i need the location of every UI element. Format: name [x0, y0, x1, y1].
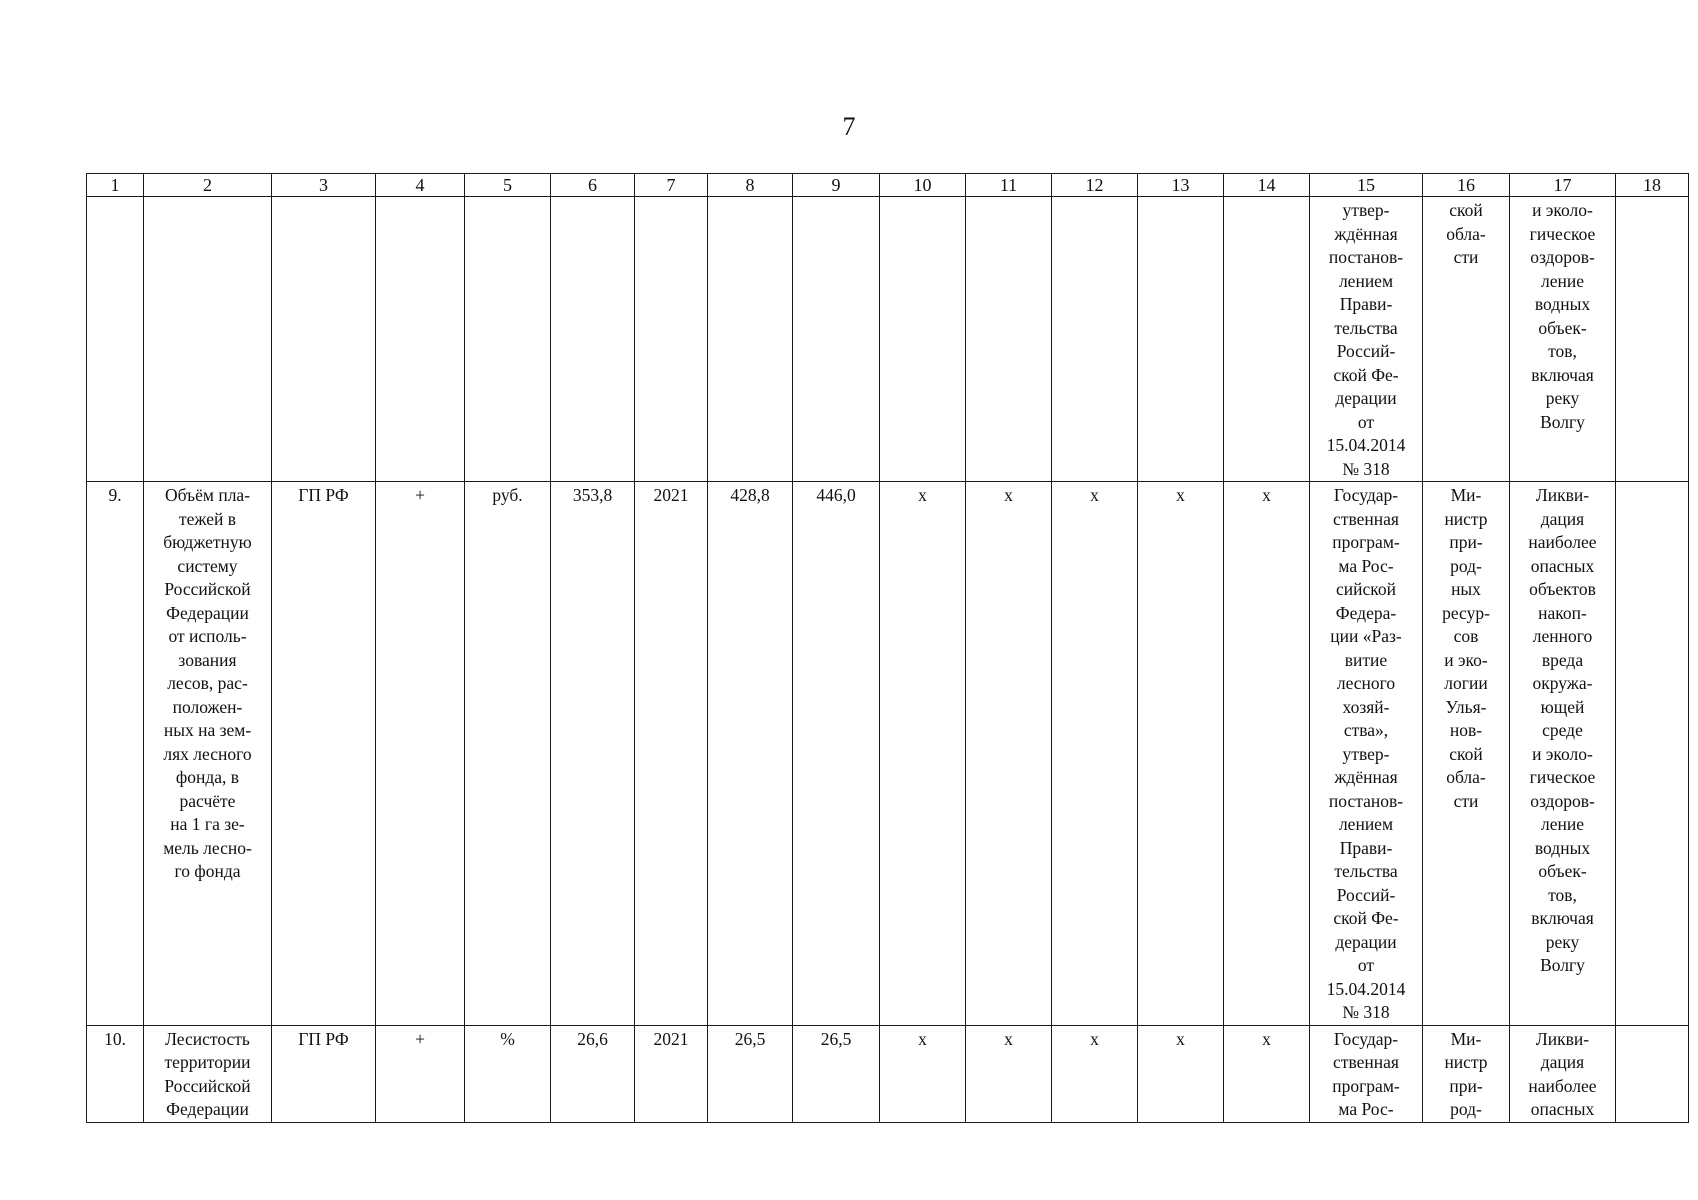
- cell-line: от: [1357, 955, 1375, 975]
- cell-line: тельства: [1334, 317, 1398, 338]
- cell-col-18: [1616, 482, 1689, 1026]
- cell-line: Федерации: [166, 1099, 249, 1119]
- column-number-16: 16: [1423, 174, 1510, 197]
- column-number-18: 18: [1616, 174, 1689, 197]
- column-number-14: 14: [1224, 174, 1310, 197]
- cell-line: окружа-: [1532, 673, 1593, 693]
- column-number-13: 13: [1138, 174, 1224, 197]
- cell-line: и эколо-: [1532, 200, 1593, 220]
- cell-line: ных на зем-: [163, 720, 252, 740]
- cell-line: програм-: [1332, 532, 1400, 552]
- cell-col-4: [376, 197, 465, 482]
- cell-line: Россий-: [1336, 884, 1396, 905]
- cell-line: среде: [1542, 720, 1583, 740]
- cell-line: водных: [1534, 837, 1591, 858]
- cell-line: тов,: [1548, 341, 1577, 361]
- cell-line: нов-: [1449, 720, 1483, 740]
- cell-line: обла-: [1446, 223, 1486, 244]
- cell-col-15: [1310, 1025, 1423, 1122]
- cell-line: дерации: [1335, 931, 1397, 952]
- cell-col-2: [144, 482, 272, 1026]
- cell-col-7: 2021: [635, 1025, 708, 1122]
- table-row: [87, 1025, 1689, 1122]
- cell-col-17: [1510, 197, 1616, 482]
- cell-line: объектов: [1529, 579, 1596, 599]
- cell-col-16: [1423, 1025, 1510, 1122]
- cell-line: ление: [1541, 270, 1584, 291]
- cell-col-4: +: [376, 482, 465, 1026]
- cell-col-14: [1224, 197, 1310, 482]
- cell-line: ма Рос-: [1338, 555, 1394, 576]
- cell-col-15: [1310, 482, 1423, 1026]
- cell-line: го фонда: [174, 861, 241, 881]
- cell-line: лением: [1338, 814, 1394, 834]
- cell-line: Волгу: [1540, 411, 1585, 432]
- cell-col-6: 353,8: [551, 482, 635, 1026]
- cell-col-11: х: [966, 1025, 1052, 1122]
- cell-line: сов: [1453, 626, 1479, 646]
- column-number-5: 5: [465, 174, 551, 197]
- cell-line: ской Фе-: [1333, 364, 1399, 385]
- cell-line: сти: [1453, 790, 1479, 811]
- cell-line: сти: [1453, 247, 1479, 267]
- cell-col-12: х: [1052, 1025, 1138, 1122]
- cell-line: тельства: [1334, 861, 1398, 881]
- cell-line: ленного: [1532, 626, 1593, 646]
- cell-col-14: х: [1224, 482, 1310, 1026]
- cell-col-13: [1138, 197, 1224, 482]
- cell-col-10: [880, 197, 966, 482]
- cell-line: водных: [1534, 294, 1591, 314]
- cell-line: включая: [1531, 364, 1594, 385]
- cell-line: Волгу: [1540, 955, 1585, 975]
- page-number: 7: [842, 112, 856, 141]
- cell-line: ждённая: [1334, 223, 1398, 244]
- cell-col-9: 446,0: [793, 482, 880, 1026]
- cell-line: оздоров-: [1530, 247, 1595, 267]
- cell-line: ждённая: [1334, 767, 1398, 787]
- cell-line: оздоров-: [1530, 790, 1595, 811]
- cell-col-2: [144, 197, 272, 482]
- cell-line: при-: [1449, 532, 1483, 552]
- cell-line: род-: [1450, 555, 1482, 576]
- column-number-4: 4: [376, 174, 465, 197]
- cell-line: тежей в: [178, 508, 237, 529]
- cell-col-8: 428,8: [708, 482, 793, 1026]
- cell-line: Объём пла-: [164, 485, 251, 505]
- cell-col-5: %: [465, 1025, 551, 1122]
- cell-col-3: ГП РФ: [272, 1025, 376, 1122]
- cell-col-2: [144, 1025, 272, 1122]
- cell-line: при-: [1449, 1075, 1483, 1096]
- cell-line: ственная: [1333, 508, 1399, 529]
- cell-line: лях лесного: [163, 743, 252, 764]
- cell-line: зования: [178, 649, 237, 670]
- cell-line: постанов-: [1328, 247, 1404, 267]
- cell-line: ственная: [1333, 1052, 1399, 1072]
- column-number-3: 3: [272, 174, 376, 197]
- cell-line: систему: [177, 555, 238, 576]
- cell-line: Федера-: [1335, 602, 1397, 623]
- cell-line: ма Рос-: [1338, 1099, 1394, 1119]
- cell-line: утвер-: [1342, 200, 1390, 220]
- cell-line: вреда: [1541, 649, 1584, 670]
- cell-line: положен-: [172, 696, 243, 717]
- cell-line: ской Фе-: [1333, 908, 1399, 928]
- cell-line: лением: [1338, 270, 1394, 291]
- column-number-7: 7: [635, 174, 708, 197]
- cell-line: ской: [1449, 743, 1483, 764]
- column-number-10: 10: [880, 174, 966, 197]
- cell-line: реку: [1545, 931, 1580, 952]
- cell-line: нистр: [1444, 508, 1488, 529]
- cell-col-15: [1310, 197, 1423, 482]
- cell-line: нистр: [1444, 1052, 1488, 1072]
- cell-col-10: х: [880, 482, 966, 1026]
- cell-line: Ми-: [1450, 1028, 1482, 1049]
- cell-line: 15.04.2014: [1326, 435, 1406, 455]
- cell-line: ции «Раз-: [1330, 626, 1402, 646]
- cell-line: бюджетную: [163, 532, 252, 552]
- cell-line: Лесистость: [165, 1028, 250, 1049]
- cell-line: опасных: [1530, 1099, 1595, 1119]
- cell-line: Ликви-: [1535, 1028, 1590, 1049]
- cell-line: гическое: [1529, 223, 1596, 244]
- cell-line: от исполь-: [168, 626, 247, 646]
- cell-line: логии: [1444, 673, 1488, 693]
- cell-col-1: 10.: [87, 1025, 144, 1122]
- cell-line: Государ-: [1333, 485, 1399, 505]
- column-number-9: 9: [793, 174, 880, 197]
- cell-col-8: [708, 197, 793, 482]
- cell-line: ской: [1449, 200, 1483, 220]
- cell-col-9: 26,5: [793, 1025, 880, 1122]
- cell-line: програм-: [1332, 1075, 1400, 1096]
- cell-line: хозяй-: [1342, 696, 1390, 717]
- cell-line: объек-: [1538, 861, 1587, 881]
- cell-line: от: [1357, 411, 1375, 432]
- cell-line: Федерации: [166, 602, 249, 623]
- cell-line: мель лесно-: [163, 837, 252, 858]
- table-row: [87, 482, 1689, 1026]
- cell-line: Ми-: [1450, 485, 1482, 505]
- cell-line: Российской: [164, 579, 251, 599]
- column-number-1: 1: [87, 174, 144, 197]
- cell-col-1: 9.: [87, 482, 144, 1026]
- cell-col-17: [1510, 1025, 1616, 1122]
- cell-col-1: [87, 197, 144, 482]
- cell-line: Россий-: [1336, 341, 1396, 361]
- cell-col-18: [1616, 197, 1689, 482]
- cell-col-7: [635, 197, 708, 482]
- column-number-12: 12: [1052, 174, 1138, 197]
- cell-col-12: [1052, 197, 1138, 482]
- cell-col-8: 26,5: [708, 1025, 793, 1122]
- cell-line: Ликви-: [1535, 485, 1590, 505]
- cell-line: Российской: [164, 1075, 251, 1096]
- cell-line: расчёте: [179, 790, 236, 811]
- cell-line: постанов-: [1328, 790, 1404, 811]
- cell-col-6: 26,6: [551, 1025, 635, 1122]
- cell-line: лесного: [1336, 673, 1396, 693]
- cell-col-17: [1510, 482, 1616, 1026]
- cell-line: Государ-: [1333, 1028, 1399, 1049]
- cell-line: ресур-: [1442, 602, 1490, 623]
- column-number-8: 8: [708, 174, 793, 197]
- cell-line: род-: [1450, 1099, 1482, 1119]
- cell-col-7: 2021: [635, 482, 708, 1026]
- column-number-row: [87, 174, 1689, 197]
- cell-col-14: х: [1224, 1025, 1310, 1122]
- column-number-2: 2: [144, 174, 272, 197]
- cell-line: ление: [1541, 814, 1584, 834]
- cell-col-11: х: [966, 482, 1052, 1026]
- cell-col-18: [1616, 1025, 1689, 1122]
- cell-col-13: х: [1138, 482, 1224, 1026]
- cell-line: дерации: [1335, 388, 1397, 408]
- cell-col-3: ГП РФ: [272, 482, 376, 1026]
- cell-line: ства»,: [1343, 720, 1389, 740]
- cell-line: 15.04.2014: [1326, 978, 1406, 999]
- cell-line: и эколо-: [1532, 743, 1593, 764]
- cell-line: Прави-: [1339, 837, 1393, 858]
- cell-col-9: [793, 197, 880, 482]
- cell-line: и эко-: [1444, 649, 1488, 670]
- cell-line: ющей: [1540, 696, 1585, 717]
- cell-col-12: х: [1052, 482, 1138, 1026]
- cell-line: Прави-: [1339, 294, 1393, 314]
- cell-line: дация: [1540, 1052, 1585, 1072]
- cell-col-11: [966, 197, 1052, 482]
- cell-col-4: +: [376, 1025, 465, 1122]
- cell-line: на 1 га зе-: [170, 814, 245, 834]
- cell-col-16: [1423, 197, 1510, 482]
- cell-line: объек-: [1538, 317, 1587, 338]
- cell-line: обла-: [1446, 767, 1486, 787]
- column-number-15: 15: [1310, 174, 1423, 197]
- cell-line: наиболее: [1528, 532, 1597, 552]
- cell-line: Улья-: [1445, 696, 1487, 717]
- cell-line: гическое: [1529, 767, 1596, 787]
- cell-line: включая: [1531, 908, 1594, 928]
- column-number-17: 17: [1510, 174, 1616, 197]
- cell-col-3: [272, 197, 376, 482]
- cell-col-5: [465, 197, 551, 482]
- cell-line: реку: [1545, 388, 1580, 408]
- cell-line: лесов, рас-: [167, 673, 248, 693]
- cell-line: накоп-: [1538, 602, 1587, 623]
- cell-line: утвер-: [1342, 743, 1390, 764]
- cell-line: ных: [1451, 579, 1481, 599]
- cell-line: территории: [164, 1052, 251, 1072]
- column-number-6: 6: [551, 174, 635, 197]
- cell-line: опасных: [1530, 555, 1595, 576]
- cell-col-10: х: [880, 1025, 966, 1122]
- column-number-11: 11: [966, 174, 1052, 197]
- cell-line: тов,: [1548, 884, 1577, 905]
- cell-line: сийской: [1336, 579, 1396, 599]
- cell-col-16: [1423, 482, 1510, 1026]
- cell-col-13: х: [1138, 1025, 1224, 1122]
- cell-line: витие: [1344, 649, 1388, 670]
- cell-line: дация: [1540, 508, 1585, 529]
- cell-line: фонда, в: [175, 767, 240, 787]
- cell-col-6: [551, 197, 635, 482]
- indicators-table: [86, 173, 1689, 1123]
- cell-line: № 318: [1342, 458, 1390, 479]
- cell-line: наиболее: [1528, 1075, 1597, 1096]
- table-row: [87, 197, 1689, 482]
- cell-col-5: руб.: [465, 482, 551, 1026]
- cell-line: № 318: [1342, 1002, 1390, 1022]
